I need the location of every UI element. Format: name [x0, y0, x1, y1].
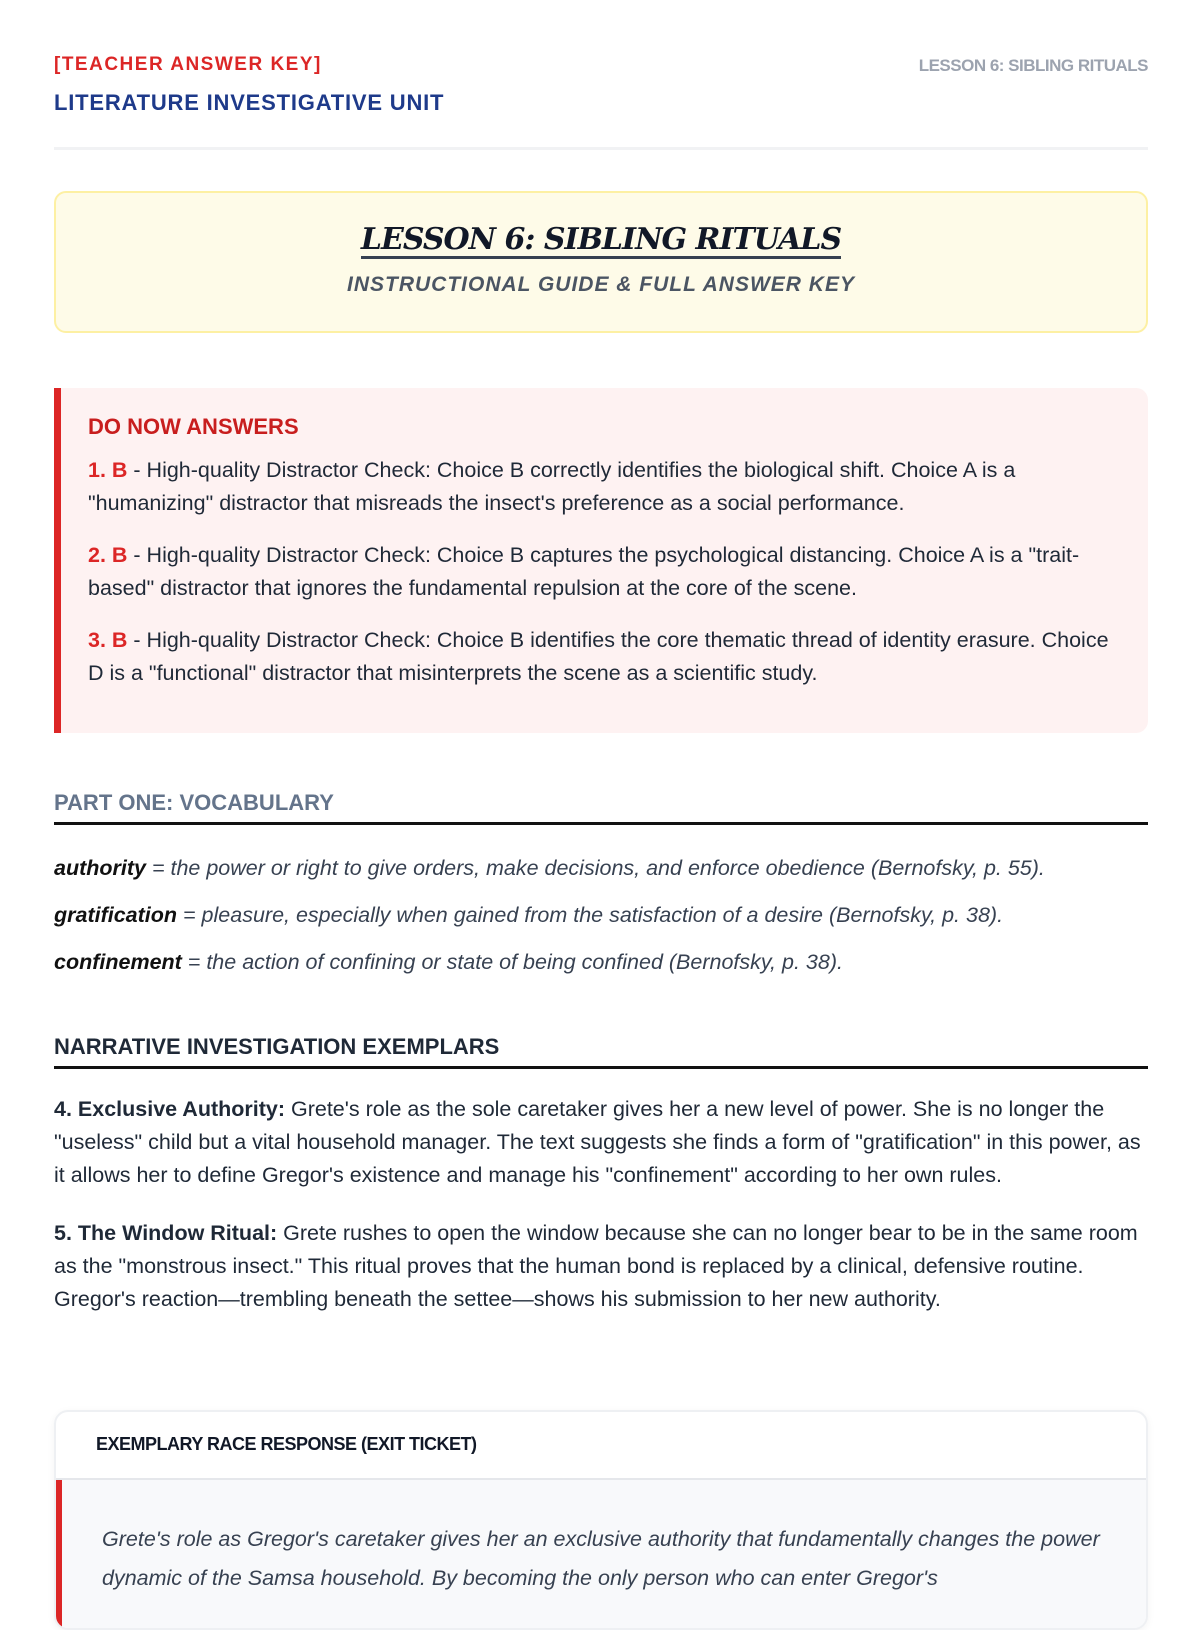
page-header	[54, 50, 1148, 150]
exemplar-item	[54, 1093, 1148, 1192]
teacher-key-tag: [TEACHER ANSWER KEY]	[54, 54, 322, 75]
vocab-term: gratification	[54, 903, 178, 927]
do-now-heading: DO NOW ANSWERS	[88, 414, 299, 439]
exemplar-label: 5. The Window Ritual:	[54, 1221, 278, 1245]
lesson-label: LESSON 6: SIBLING RITUALS	[918, 56, 1148, 75]
vocab-definition: = the power or right to give orders, make decisions, and enforce obedience (Bernofsky, p. 55).	[145, 856, 1045, 880]
answer-item	[88, 624, 1118, 690]
exemplar-item	[54, 1217, 1148, 1316]
vocab-definition: = the action of confining or state of being confined (Bernofsky, p. 38).	[181, 950, 843, 974]
vocab-item	[54, 845, 1148, 892]
title-box	[54, 191, 1148, 333]
vocab-item	[54, 892, 1148, 939]
narrative-section	[54, 1034, 1148, 1341]
unit-title: LITERATURE INVESTIGATIVE UNIT	[54, 90, 445, 115]
page-subtitle: INSTRUCTIONAL GUIDE & FULL ANSWER KEY	[347, 273, 855, 296]
vocab-term: authority	[54, 856, 146, 880]
vocabulary-section	[54, 790, 1148, 986]
race-response-text: Grete's role as Gregor's caretaker gives her an exclusive authority that fundamentally changes the power dynamic of the Samsa household. By becoming the only person who can enter Gregor's	[56, 1480, 1146, 1630]
answer-number: 2. B	[88, 543, 128, 567]
vocab-item	[54, 939, 1148, 986]
vocab-term: confinement	[54, 950, 182, 974]
answer-number: 3. B	[88, 628, 128, 652]
answer-item	[88, 454, 1118, 520]
vocab-definition: = pleasure, especially when gained from the satisfaction of a desire (Bernofsky, p. 38).	[177, 903, 1004, 927]
vocabulary-heading: PART ONE: VOCABULARY	[54, 790, 1148, 825]
exemplar-text: Grete rushes to open the window because she can no longer bear to be in the same room as the "monstrous insect." This ritual proves that the human bond is replaced by a clinical, defensive routine. Gregor's reaction—trembling beneath the settee—shows his submission to her new authority.	[54, 1221, 1138, 1311]
answer-item	[88, 539, 1118, 605]
answer-number: 1. B	[88, 458, 128, 482]
answer-text: - High-quality Distractor Check: Choice B correctly identifies the biological shift. Choice A is a "humanizing" distractor that misreads the insect's preference as a social performance.	[88, 458, 1016, 515]
race-heading: EXEMPLARY RACE RESPONSE (EXIT TICKET)	[56, 1412, 1146, 1480]
race-response-card	[54, 1410, 1148, 1630]
exemplar-text: Grete's role as the sole caretaker gives her a new level of power. She is no longer the "useless" child but a vital household manager. The text suggests she finds a form of "gratification" in this power, as it allows her to define Gregor's existence and manage his "confinement" according to her own rules.	[54, 1097, 1141, 1187]
do-now-answers	[54, 388, 1148, 733]
narrative-heading: NARRATIVE INVESTIGATION EXEMPLARS	[54, 1034, 1148, 1069]
exemplar-label: 4. Exclusive Authority:	[54, 1097, 285, 1121]
page-title: LESSON 6: SIBLING RITUALS	[360, 222, 842, 257]
answer-text: - High-quality Distractor Check: Choice B captures the psychological distancing. Choice A is a "trait-based" distractor that ignores the fundamental repulsion at the core of the scene.	[88, 543, 1080, 600]
answer-text: - High-quality Distractor Check: Choice B identifies the core thematic thread of identity erasure. Choice D is a "functional" distractor that misinterprets the scene as a scientific study.	[88, 628, 1109, 685]
